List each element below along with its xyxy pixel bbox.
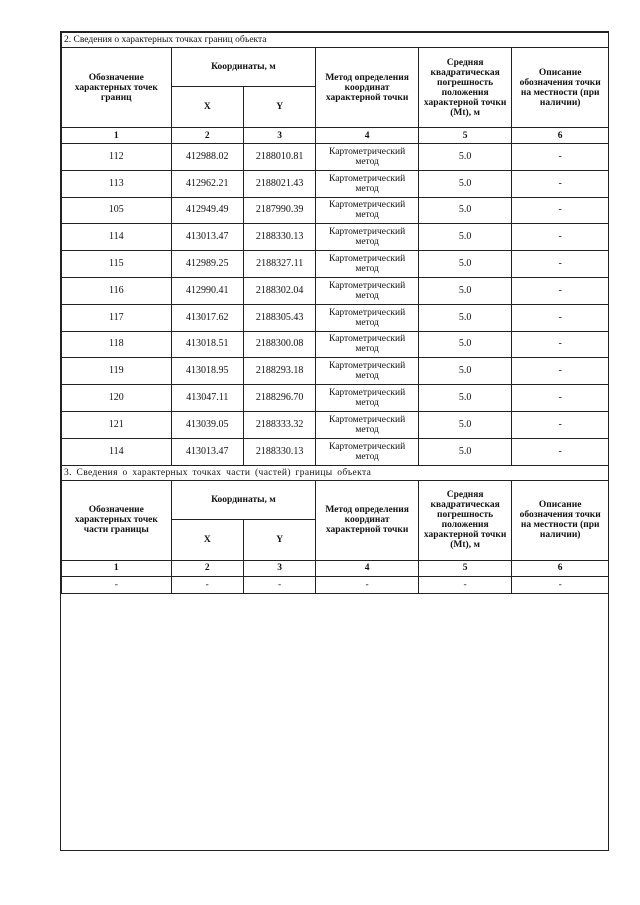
point-id-cell: 113 xyxy=(62,170,172,197)
point-description-cell: - xyxy=(512,438,609,465)
coord-x-cell: - xyxy=(171,576,243,593)
coord-x-cell: 413018.95 xyxy=(171,358,243,385)
table-row xyxy=(62,304,609,331)
mt-error-cell: 5.0 xyxy=(418,331,511,358)
point-id-cell: 114 xyxy=(62,438,172,465)
mt-error-cell: 5.0 xyxy=(418,277,511,304)
point-description-cell: - xyxy=(512,144,609,171)
header-description-part: Описание обозначения точки на местности (при наличии) xyxy=(512,480,609,560)
header-x: X xyxy=(171,87,243,128)
mt-error-cell: - xyxy=(418,576,511,593)
coord-y-cell: 2188293.18 xyxy=(243,358,315,385)
coord-x-cell: 412989.25 xyxy=(171,251,243,278)
method-cell: Картометрический метод xyxy=(316,358,419,385)
mt-error-cell: 5.0 xyxy=(418,304,511,331)
point-id-cell: - xyxy=(62,576,172,593)
header-method-part: Метод определения координат характерной точки xyxy=(316,480,419,560)
method-cell: Картометрический метод xyxy=(316,331,419,358)
coord-x-cell: 412988.02 xyxy=(171,144,243,171)
coord-x-cell: 413039.05 xyxy=(171,411,243,438)
coord-x-cell: 412949.49 xyxy=(171,197,243,224)
point-description-cell: - xyxy=(512,576,609,593)
column-number-5: 5 xyxy=(418,128,511,144)
table-row xyxy=(62,358,609,385)
header-error-part: Средняя квадратическая погрешность положения характерной точки (Mt), м xyxy=(418,480,511,560)
coord-x-cell: 412962.21 xyxy=(171,170,243,197)
table-row xyxy=(62,385,609,412)
coord-y-cell: 2188330.13 xyxy=(243,438,315,465)
point-id-cell: 118 xyxy=(62,331,172,358)
header-description: Описание обозначения точки на местности (при наличии) xyxy=(512,48,609,128)
method-cell: Картометрический метод xyxy=(316,144,419,171)
header-y-part: Y xyxy=(243,519,315,560)
mt-error-cell: 5.0 xyxy=(418,197,511,224)
table-row xyxy=(62,576,609,593)
point-id-cell: 121 xyxy=(62,411,172,438)
method-cell: Картометрический метод xyxy=(316,197,419,224)
table-row xyxy=(62,331,609,358)
header-designation-part: Обозначение характерных точек части границы xyxy=(62,480,172,560)
coord-y-cell: 2188333.32 xyxy=(243,411,315,438)
mt-error-cell: 5.0 xyxy=(418,144,511,171)
point-id-cell: 105 xyxy=(62,197,172,224)
coord-y-cell: 2188327.11 xyxy=(243,251,315,278)
coord-x-cell: 413013.47 xyxy=(171,224,243,251)
section2-rows xyxy=(62,144,609,466)
mt-error-cell: 5.0 xyxy=(418,438,511,465)
point-id-cell: 115 xyxy=(62,251,172,278)
column-number-3-part: 3 xyxy=(243,560,315,576)
header-coordinates: Координаты, м xyxy=(171,48,316,87)
point-id-cell: 114 xyxy=(62,224,172,251)
mt-error-cell: 5.0 xyxy=(418,170,511,197)
header-coordinates-part: Координаты, м xyxy=(171,480,316,519)
method-cell: Картометрический метод xyxy=(316,438,419,465)
coord-x-cell: 413018.51 xyxy=(171,331,243,358)
point-description-cell: - xyxy=(512,411,609,438)
column-number-4-part: 4 xyxy=(316,560,419,576)
column-number-2-part: 2 xyxy=(171,560,243,576)
point-description-cell: - xyxy=(512,251,609,278)
point-description-cell: - xyxy=(512,277,609,304)
points-table xyxy=(61,32,609,594)
table-row xyxy=(62,144,609,171)
mt-error-cell: 5.0 xyxy=(418,251,511,278)
table-row xyxy=(62,170,609,197)
coord-y-cell: 2188300.08 xyxy=(243,331,315,358)
table-row xyxy=(62,277,609,304)
mt-error-cell: 5.0 xyxy=(418,411,511,438)
mt-error-cell: 5.0 xyxy=(418,358,511,385)
column-number-2: 2 xyxy=(171,128,243,144)
table-row xyxy=(62,251,609,278)
coord-x-cell: 413017.62 xyxy=(171,304,243,331)
point-description-cell: - xyxy=(512,224,609,251)
table-row xyxy=(62,411,609,438)
coord-x-cell: 413013.47 xyxy=(171,438,243,465)
column-number-5-part: 5 xyxy=(418,560,511,576)
coord-y-cell: 2188021.43 xyxy=(243,170,315,197)
point-id-cell: 117 xyxy=(62,304,172,331)
point-description-cell: - xyxy=(512,385,609,412)
point-description-cell: - xyxy=(512,197,609,224)
coord-y-cell: - xyxy=(243,576,315,593)
column-number-4: 4 xyxy=(316,128,419,144)
header-error: Средняя квадратическая погрешность положения характерной точки (Mt), м xyxy=(418,48,511,128)
table-row xyxy=(62,197,609,224)
table-row xyxy=(62,438,609,465)
coord-y-cell: 2188010.81 xyxy=(243,144,315,171)
section2-title: 2. Сведения о характерных точках границ объекта xyxy=(62,33,609,48)
header-designation: Обозначение характерных точек границ xyxy=(62,48,172,128)
method-cell: Картометрический метод xyxy=(316,277,419,304)
point-description-cell: - xyxy=(512,304,609,331)
coord-x-cell: 412990.41 xyxy=(171,277,243,304)
point-id-cell: 120 xyxy=(62,385,172,412)
coord-y-cell: 2188302.04 xyxy=(243,277,315,304)
column-number-1: 1 xyxy=(62,128,172,144)
mt-error-cell: 5.0 xyxy=(418,385,511,412)
coord-y-cell: 2188296.70 xyxy=(243,385,315,412)
mt-error-cell: 5.0 xyxy=(418,224,511,251)
column-number-3: 3 xyxy=(243,128,315,144)
method-cell: Картометрический метод xyxy=(316,224,419,251)
column-number-6-part: 6 xyxy=(512,560,609,576)
coord-y-cell: 2188305.43 xyxy=(243,304,315,331)
method-cell: - xyxy=(316,576,419,593)
section3-rows xyxy=(62,576,609,593)
method-cell: Картометрический метод xyxy=(316,304,419,331)
method-cell: Картометрический метод xyxy=(316,385,419,412)
point-id-cell: 119 xyxy=(62,358,172,385)
method-cell: Картометрический метод xyxy=(316,251,419,278)
header-y: Y xyxy=(243,87,315,128)
method-cell: Картометрический метод xyxy=(316,411,419,438)
table-row xyxy=(62,224,609,251)
point-id-cell: 112 xyxy=(62,144,172,171)
coord-y-cell: 2188330.13 xyxy=(243,224,315,251)
point-description-cell: - xyxy=(512,170,609,197)
header-method: Метод определения координат характерной точки xyxy=(316,48,419,128)
point-description-cell: - xyxy=(512,331,609,358)
method-cell: Картометрический метод xyxy=(316,170,419,197)
column-number-6: 6 xyxy=(512,128,609,144)
coord-y-cell: 2187990.39 xyxy=(243,197,315,224)
section3-title: 3. Сведения о характерных точках части (частей) границы объекта xyxy=(62,465,609,480)
point-description-cell: - xyxy=(512,358,609,385)
header-x-part: X xyxy=(171,519,243,560)
document-frame xyxy=(60,31,609,851)
point-id-cell: 116 xyxy=(62,277,172,304)
column-number-1-part: 1 xyxy=(62,560,172,576)
coord-x-cell: 413047.11 xyxy=(171,385,243,412)
